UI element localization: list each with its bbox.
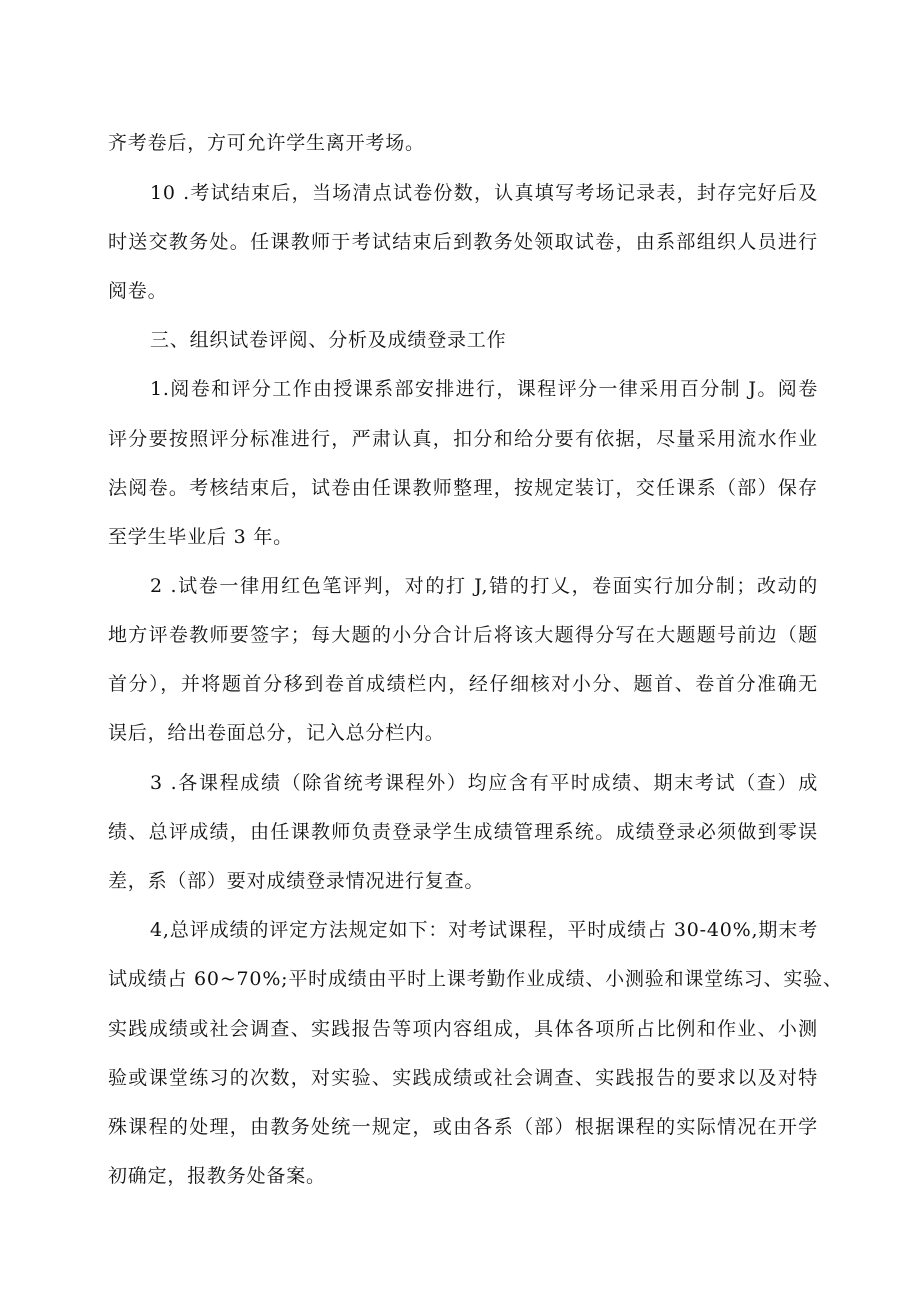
paragraph-4-line-3: 实践成绩或社会调查、实践报告等项内容组成，具体各项所占比例和作业、小测 [108, 1018, 818, 1040]
section-3-heading: 三、组织试卷评阅、分析及成绩登录工作 [150, 329, 507, 351]
paragraph-2-line-1: 2 .试卷一律用红色笔评判，对的打 J,错的打乂，卷面实行加分制；改动的 [150, 575, 818, 597]
paragraph-2-line-2: 地方评卷教师要签字；每大题的小分合计后将该大题得分写在大题题号前边（题 [108, 624, 818, 646]
paragraph-1-line-2: 评分要按照评分标准进行，严肃认真，扣分和给分要有依据，尽量采用流水作业 [108, 428, 818, 450]
paragraph-1-line-4: 至学生毕业后 3 年。 [108, 526, 293, 548]
paragraph-2-line-3: 首分），并将题首分移到卷首成绩栏内，经仔细核对小分、题首、卷首分准确无 [108, 673, 818, 695]
paragraph-10-line-3: 阅卷。 [108, 280, 168, 302]
paragraph-3-line-1: 3 .各课程成绩（除省统考课程外）均应含有平时成绩、期末考试（查）成 [150, 772, 818, 794]
paragraph-4-line-4: 验或课堂练习的次数，对实验、实践成绩或社会调查、实践报告的要求以及对特 [108, 1067, 818, 1089]
paragraph-3-line-2: 绩、总评成绩，由任课教师负责登录学生成绩管理系统。成绩登录必须做到零误 [108, 821, 818, 843]
paragraph-3-line-3: 差，系（部）要对成绩登录情况进行复查。 [108, 870, 485, 892]
paragraph-10-line-1: 10 .考试结束后，当场清点试卷份数，认真填写考场记录表，封存完好后及 [150, 182, 818, 204]
paragraph-2-line-4: 误后，给出卷面总分，记入总分栏内。 [108, 722, 445, 744]
paragraph-1-line-1: 1.阅卷和评分工作由授课系部安排进行，课程评分一律采用百分制 J。阅卷 [150, 378, 818, 400]
paragraph-9-line-3: 齐考卷后，方可允许学生离开考场。 [108, 132, 425, 154]
paragraph-4-line-6: 初确定，报教务处备案。 [108, 1165, 326, 1187]
paragraph-4-line-2: 试成绩占 60~70%;平时成绩由平时上课考勤作业成绩、小测验和课堂练习、实验、 [108, 968, 843, 990]
paragraph-4-line-1: 4,总评成绩的评定方法规定如下：对考试课程，平时成绩占 30-40%,期末考 [150, 919, 818, 941]
paragraph-1-line-3: 法阅卷。考核结束后，试卷由任课教师整理，按规定装订，交任课系（部）保存 [108, 477, 818, 499]
paragraph-4-line-5: 殊课程的处理，由教务处统一规定，或由各系（部）根据课程的实际情况在开学 [108, 1116, 818, 1138]
paragraph-10-line-2: 时送交教务处。任课教师于考试结束后到教务处领取试卷，由系部组织人员进行 [108, 231, 818, 253]
